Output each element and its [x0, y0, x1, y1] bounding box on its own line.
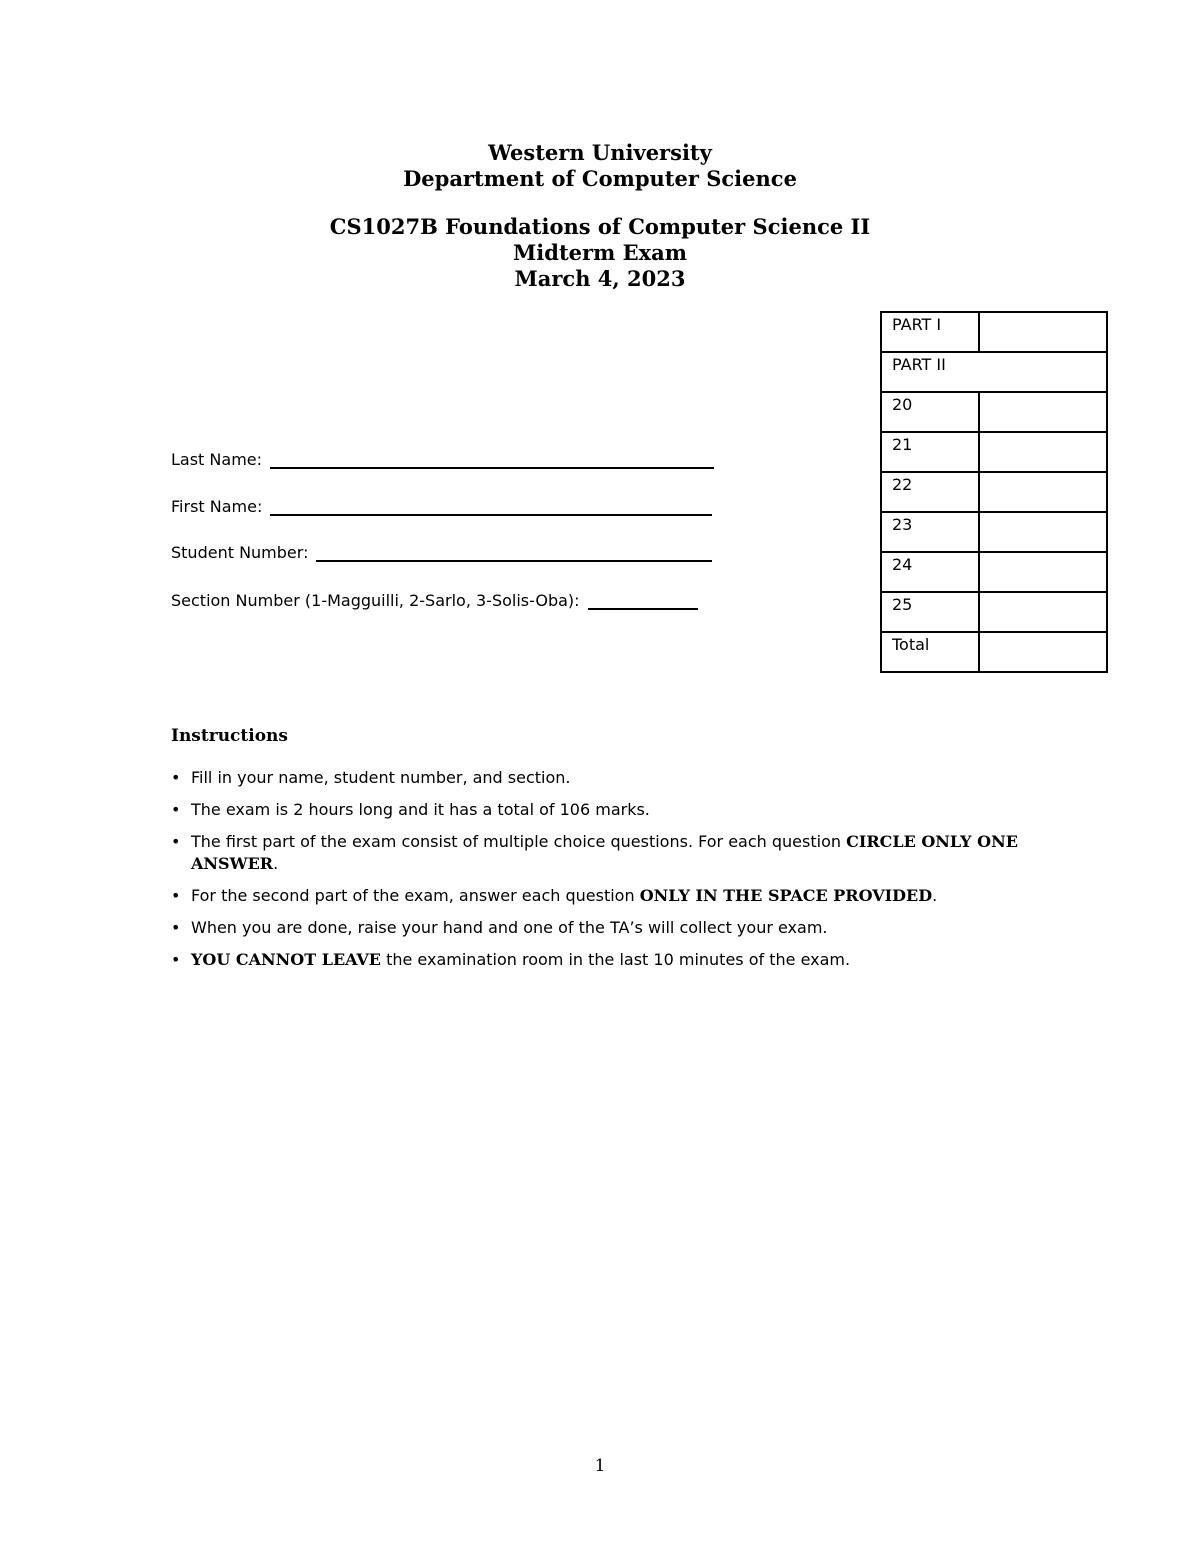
- instruction-text-em: CIRCLE ONLY ONE ANSWER: [191, 832, 1018, 873]
- instruction-text-post: the examination room in the last 10 minutes of the exam.: [381, 950, 851, 969]
- page-number: 1: [594, 1456, 606, 1476]
- score-row: [881, 392, 1107, 432]
- score-row: [881, 352, 1107, 392]
- score-box[interactable]: [979, 312, 1107, 352]
- instruction-item: [171, 885, 1071, 907]
- instruction-item: [171, 917, 1071, 939]
- instructions: [171, 725, 1071, 981]
- score-row-label: 21: [881, 432, 979, 472]
- instruction-text-em: ONLY IN THE SPACE PROVIDED: [639, 886, 933, 905]
- instruction-text-pre: Fill in your name, student number, and section.: [191, 768, 571, 787]
- instruction-text-pre: The exam is 2 hours long and it has a total of 106 marks.: [191, 800, 650, 819]
- section-number-field[interactable]: [588, 594, 698, 610]
- bullet-icon: •: [171, 800, 181, 819]
- instruction-item: [171, 799, 1071, 821]
- bullet-icon: •: [171, 886, 181, 905]
- section-number-label: Section Number (1-Magguilli, 2-Sarlo, 3-Solis-Oba):: [171, 591, 580, 610]
- last-name-field[interactable]: [270, 453, 714, 469]
- bullet-icon: •: [171, 768, 181, 787]
- score-row: [881, 312, 1107, 352]
- score-box[interactable]: [979, 472, 1107, 512]
- score-box[interactable]: [979, 632, 1107, 672]
- instruction-text-pre: For the second part of the exam, answer each question: [191, 886, 640, 905]
- first-name-field[interactable]: [270, 500, 712, 516]
- department-name: Department of Computer Science: [403, 166, 797, 191]
- instruction-text-pre: When you are done, raise your hand and one of the TA’s will collect your exam.: [191, 918, 828, 937]
- score-row-label: 22: [881, 472, 979, 512]
- score-box[interactable]: [979, 512, 1107, 552]
- score-row: [881, 472, 1107, 512]
- score-row: [881, 432, 1107, 472]
- score-row-label: 24: [881, 552, 979, 592]
- score-row: [881, 592, 1107, 632]
- first-name-label: First Name:: [171, 497, 263, 516]
- student-number-label: Student Number:: [171, 543, 309, 562]
- instructions-list: [171, 767, 1071, 971]
- score-table: [880, 311, 1108, 673]
- instruction-text-em: YOU CANNOT LEAVE: [191, 950, 381, 969]
- score-row-label: PART II: [881, 352, 1107, 392]
- exam-title: Midterm Exam: [513, 240, 687, 265]
- header-gap: [0, 192, 1200, 214]
- score-row: [881, 512, 1107, 552]
- score-box[interactable]: [979, 392, 1107, 432]
- score-row-label: 20: [881, 392, 979, 432]
- course-title: CS1027B Foundations of Computer Science II: [329, 214, 871, 239]
- instruction-item: [171, 831, 1071, 875]
- last-name-label: Last Name:: [171, 450, 263, 469]
- score-box[interactable]: [979, 592, 1107, 632]
- section-number-row: [171, 591, 698, 610]
- instruction-text-post: .: [273, 854, 279, 873]
- bullet-icon: •: [171, 918, 181, 937]
- score-box[interactable]: [979, 432, 1107, 472]
- score-row: [881, 632, 1107, 672]
- score-row-label: 25: [881, 592, 979, 632]
- bullet-icon: •: [171, 950, 181, 969]
- score-box[interactable]: [979, 552, 1107, 592]
- bullet-icon: •: [171, 832, 181, 851]
- last-name-row: [171, 450, 714, 469]
- instruction-item: [171, 767, 1071, 789]
- student-number-field[interactable]: [316, 546, 712, 562]
- exam-date: March 4, 2023: [514, 266, 686, 291]
- instruction-item: [171, 949, 1071, 971]
- student-number-row: [171, 543, 712, 562]
- score-row-label: Total: [881, 632, 979, 672]
- university-name: Western University: [488, 140, 712, 165]
- instruction-text-post: .: [932, 886, 938, 905]
- exam-header: [0, 140, 1200, 292]
- score-row: [881, 552, 1107, 592]
- first-name-row: [171, 497, 712, 516]
- instructions-title: Instructions: [171, 726, 288, 746]
- score-row-label: PART I: [881, 312, 979, 352]
- instruction-text-pre: The first part of the exam consist of multiple choice questions. For each question: [191, 832, 847, 851]
- score-row-label: 23: [881, 512, 979, 552]
